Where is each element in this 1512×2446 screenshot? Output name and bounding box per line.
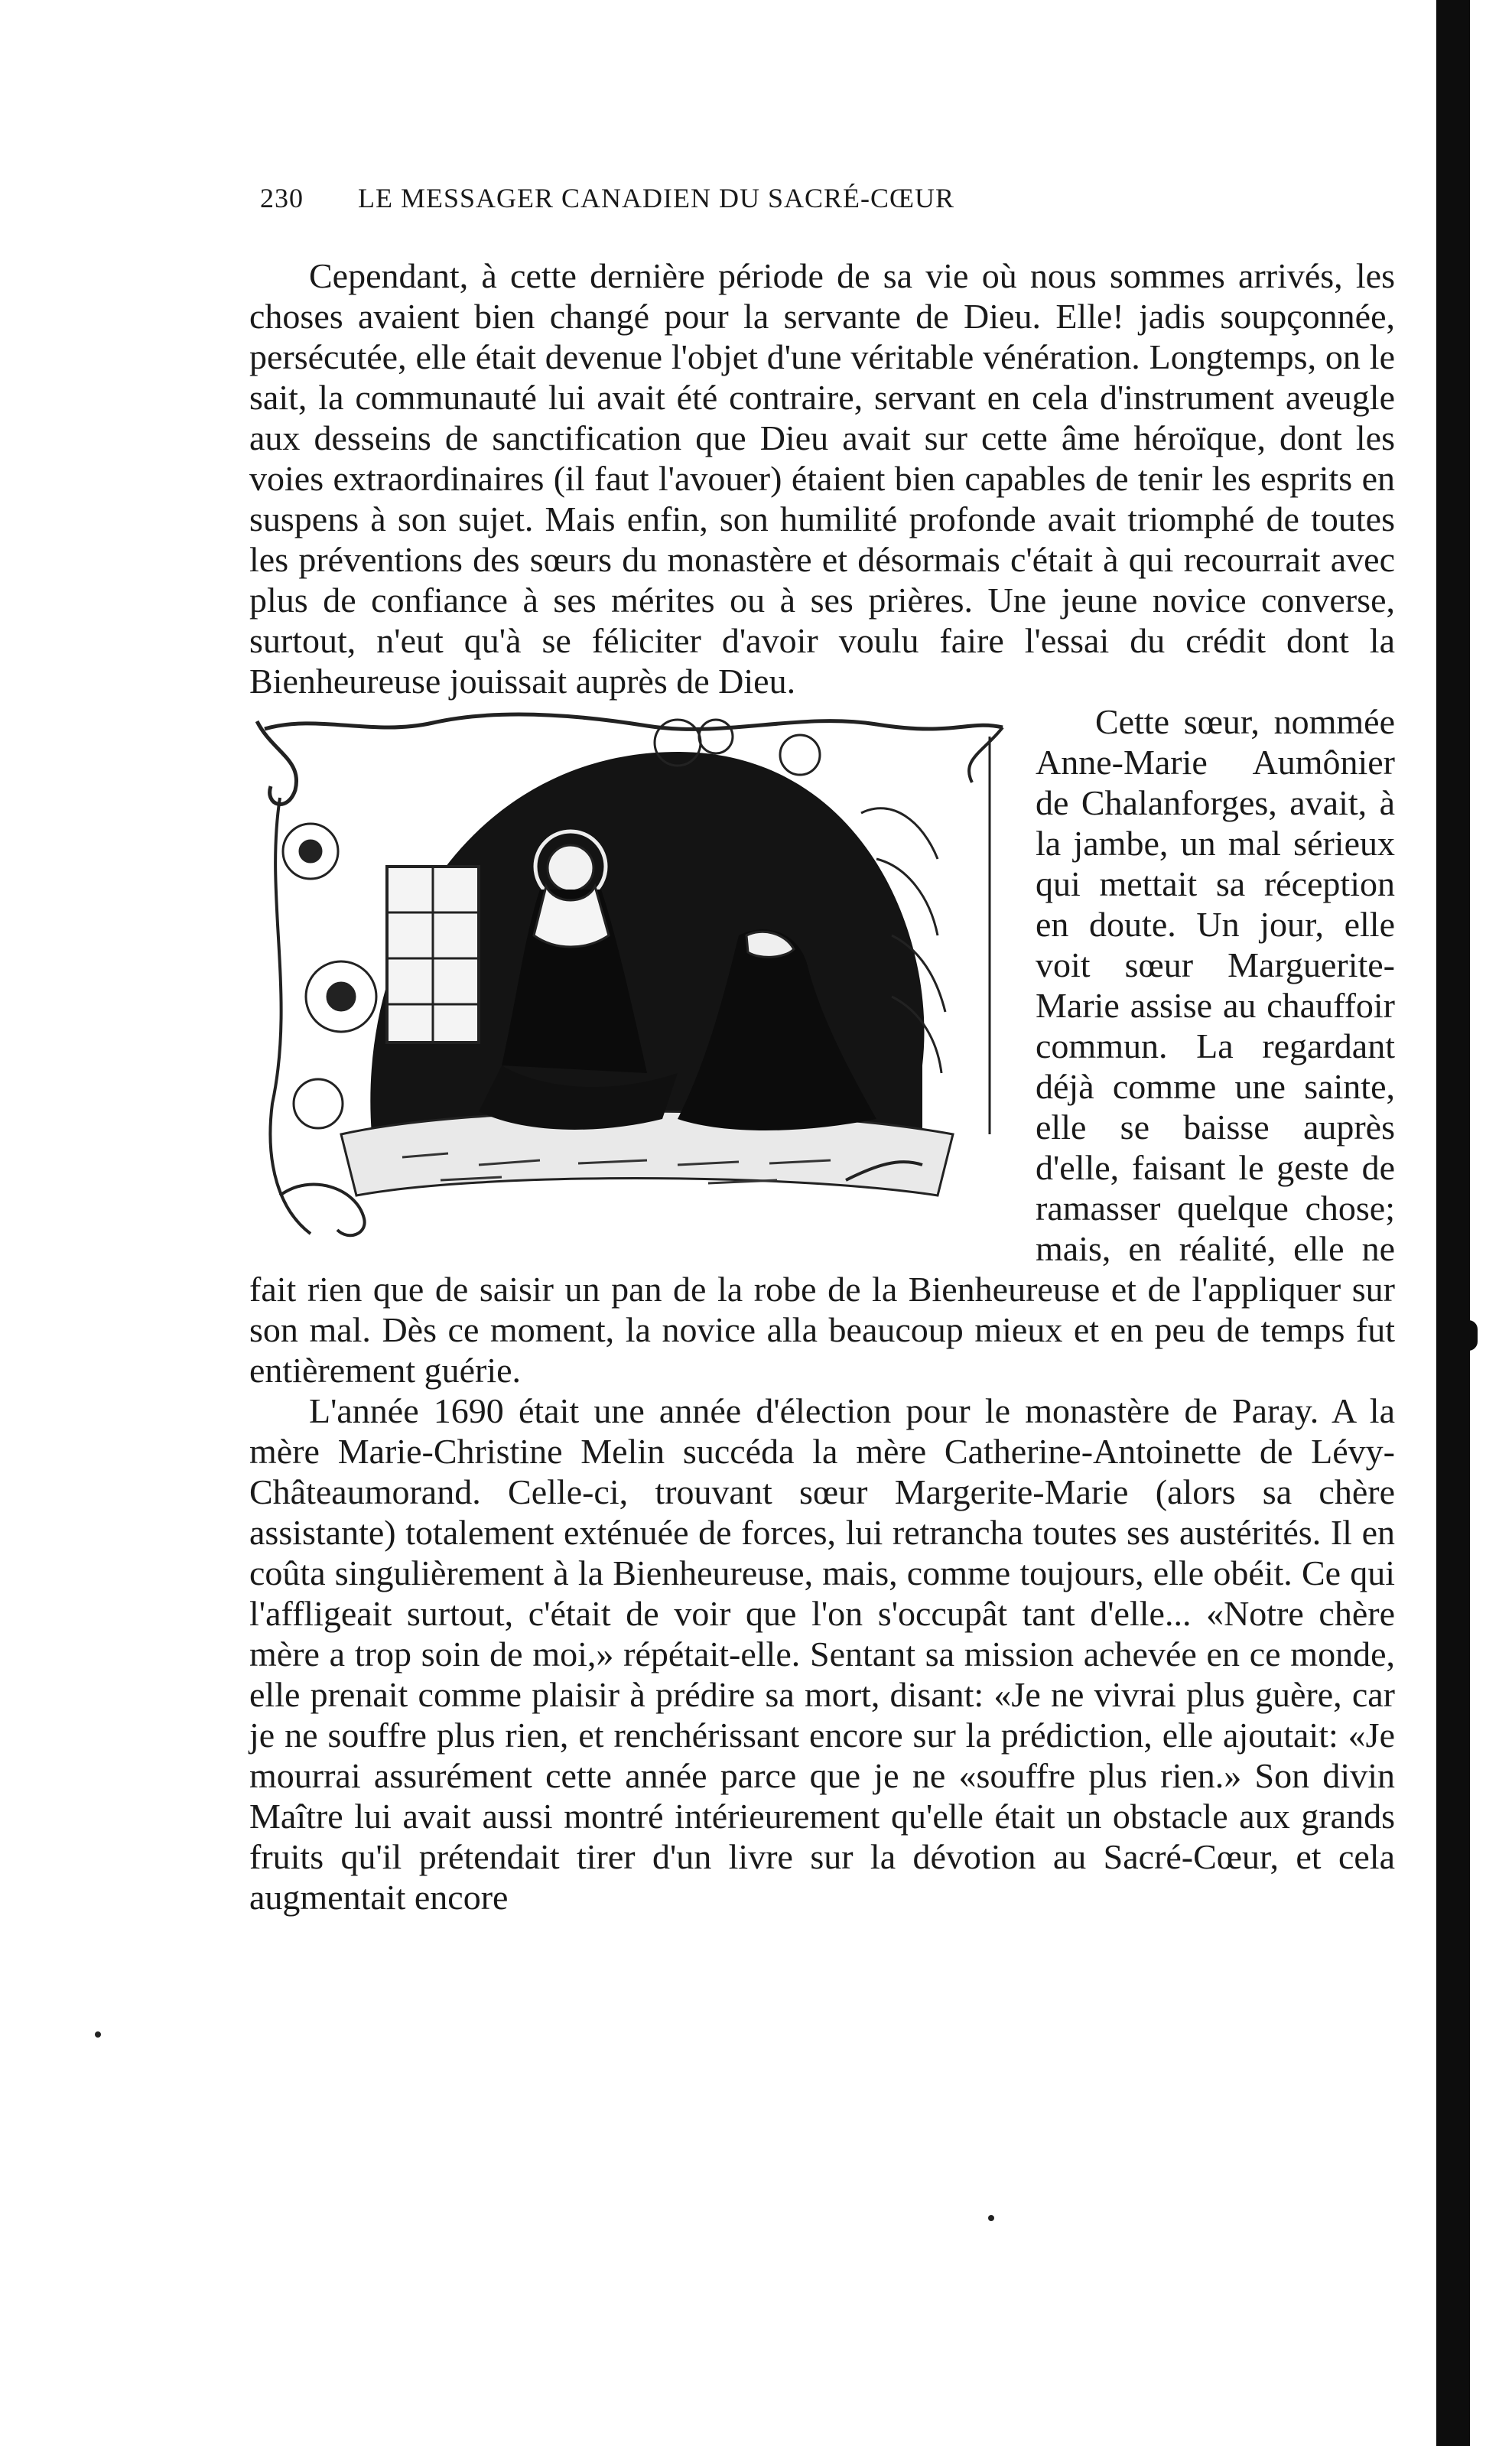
- speck-mark: [95, 2031, 101, 2038]
- page-number: 230: [260, 183, 304, 213]
- page-text: [249, 255, 1395, 1917]
- speck-mark: [988, 2215, 994, 2221]
- page-edge-shadow: [1436, 0, 1470, 2446]
- page-edge-mark: [1462, 1320, 1478, 1351]
- engraving-illustration: [249, 706, 1014, 1249]
- engraving-nuns-in-chauffoir: [249, 706, 1014, 1249]
- paragraph-1: Cependant, à cette dernière période de sa vie où nous sommes arrivés, les choses avaient bien changé pour la servante de Dieu. Elle! jadis soupçonnée, persécutée, elle était devenue l'objet d'une véritable vénération. Longtemps, on le sait, la communauté lui avait été contraire, servant en cela d'instrument aveugle aux desseins de sanctification que Dieu avait sur cette âme héroïque, dont les voies extraordinaires (il faut l'avouer) étaient bien capables de tenir les esprits en suspens à son sujet. Mais enfin, son humilité profonde avait triomphé de toutes les préventions des sœurs du monastère et désormais c'était à qui recourrait avec plus de confiance à ses mérites ou à ses prières. Une jeune novice converse, surtout, n'eut qu'à se féliciter d'avoir voulu faire l'essai du crédit dont la Bienheureuse jouissait auprès de Dieu.: [249, 256, 1395, 701]
- paragraph-2: Cette sœur, nommée Anne-Marie Aumônier de Chalanforges, avait, à la jambe, un mal sérieux qui mettait sa réception en doute. Un jour, elle voit sœur Marguerite-Marie assise au chauffoir commun. La regardant déjà comme une sainte, elle se baisse auprès d'elle, faisant le geste de ramasser quelque chose; mais, en réalité, elle ne fait rien que de saisir un pan de la robe de la Bienheureuse et de l'appliquer sur son mal. Dès ce moment, la novice alla beaucoup mieux et en peu de temps fut entièrement guérie.: [249, 702, 1395, 1390]
- paragraph-3: L'année 1690 était une année d'élection pour le monastère de Paray. A la mère Marie-Christine Melin succéda la mère Catherine-Antoinette de Lévy-Châteaumorand. Celle-ci, trouvant sœur Margerite-Marie (alors sa chère assistante) totalement exténuée de forces, lui retrancha toutes ses austérités. Il en coûta singulièrement à la Bienheureuse, mais, comme toujours, elle obéit. Ce qui l'affligeait surtout, c'était de voir que l'on s'occupât tant d'elle... «Notre chère mère a trop soin de moi,» répétait-elle. Sentant sa mission achevée en ce monde, elle prenait comme plaisir à prédire sa mort, disant: «Je ne vivrai plus guère, car je ne souffre plus rien, et renchérissant encore sur la prédiction, elle ajoutait: «Je mourrai assurément cette année parce que je ne «souffre plus rien.» Son divin Maître lui avait aussi montré intérieurement qu'elle était un obstacle aux grands fruits qu'il prétendait tirer d'un livre sur la dévotion au Sacré-Cœur, et cela augmentait encore: [249, 1391, 1395, 1917]
- running-title: LE MESSAGER CANADIEN DU SACRÉ-CŒUR: [358, 183, 955, 213]
- page-header: [260, 182, 1216, 220]
